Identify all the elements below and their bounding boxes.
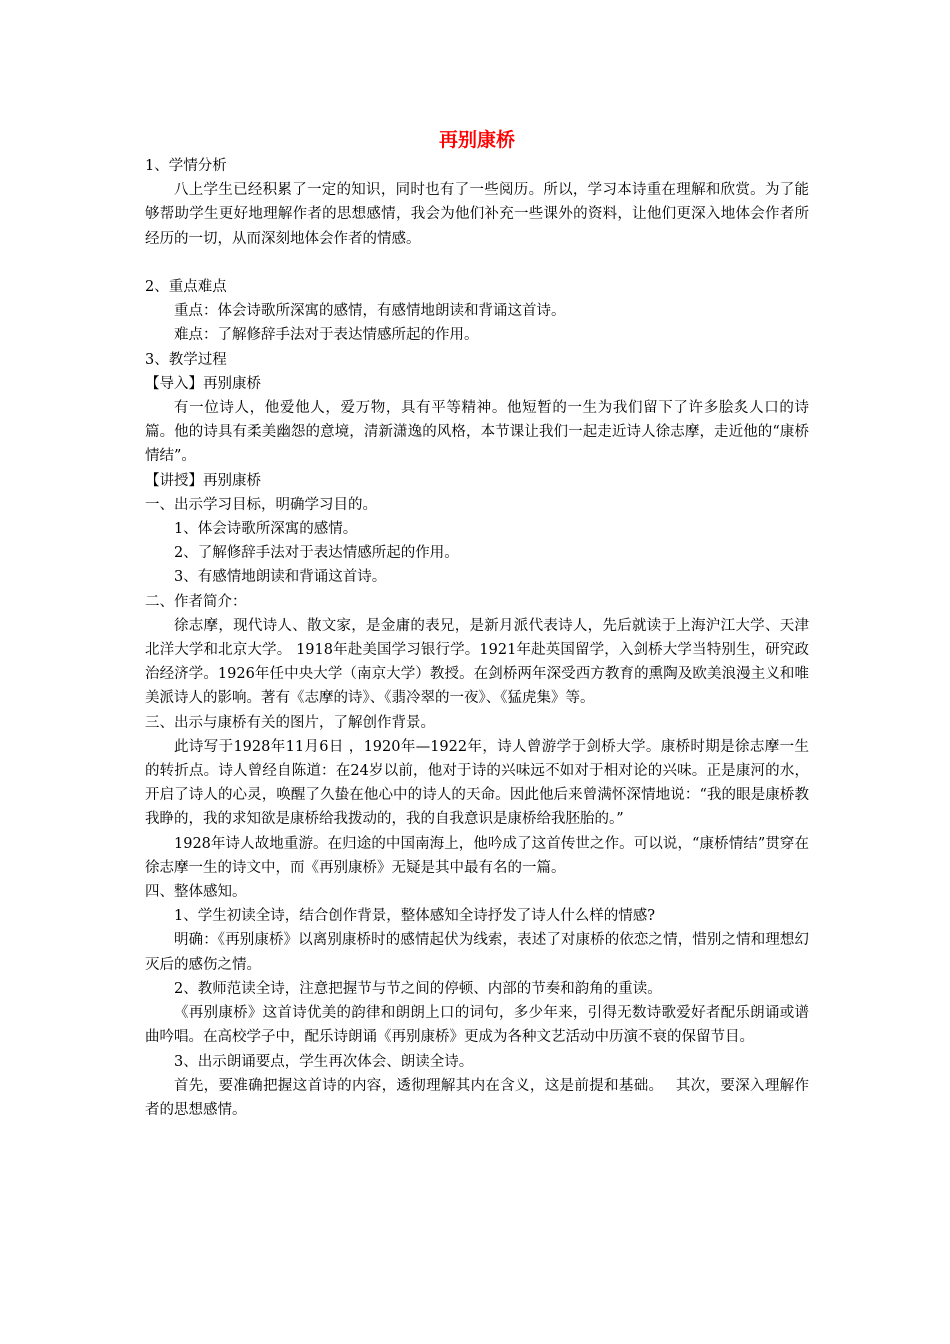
paragraph-learning-analysis: 八上学生已经积累了一定的知识，同时也有了一些阅历。所以，学习本诗重在理解和欣赏。为了能够帮助学生更好地理解作者的思想感情，我会为他们补充一些课外的资料，让他们更深入地体会作者所经历的一切，从而深刻地体会作者的情感。 [145,182,809,247]
document-title: 再别康桥 [438,129,515,151]
paragraph-overall-step-2: 2、教师范读全诗，注意把握节与节之间的停顿、内部的节奏和韵角的重读。 [174,980,662,997]
paragraph-background-2: 1928年诗人故地重游。在归途的中国南海上，他吟成了这首传世之作。可以说，“康桥情结”贯穿在徐志摩一生的诗文中，而《再别康桥》无疑是其中最有名的一篇。 [145,835,809,876]
section-heading-teaching-process: 3、教学过程 [145,351,227,368]
paragraph-key-point: 重点：体会诗歌所深寓的感情，有感情地朗读和背诵这首诗。 [174,303,566,320]
paragraph-reading-points: 首先，要准确把握这首诗的内容，透彻理解其内在含义，这是前提和基础。 其次，要深入理解作者的思想感情。 [145,1077,809,1118]
paragraph-author: 徐志摩，现代诗人、散文家，是金庸的表兄，是新月派代表诗人，先后就读于上海沪江大学、天津北洋大学和北京大学。 1918年赴美国学习银行学。1921年赴英国留学，入剑桥大学当特别生，研究政治经济学。1926年任中央大学（南京大学）教授。在剑桥两年深受西方教育的熏陶及欧美浪漫主义和唯美派诗人的影响。著有《志摩的诗》、《翡冷翠的一夜》、《猛虎集》等。 [145,617,809,707]
objective-item-2: 2、了解修辞手法对于表达情感所起的作用。 [174,545,459,562]
item-heading-author: 二、作者简介： [145,593,247,610]
item-heading-overall: 四、整体感知。 [145,884,247,901]
item-heading-background: 三、出示与康桥有关的图片，了解创作背景。 [145,714,435,731]
objective-item-3: 3、有感情地朗读和背诵这首诗。 [174,569,387,586]
paragraph-overall-step-3: 3、出示朗诵要点，学生再次体会、朗读全诗。 [174,1053,474,1070]
paragraph-background-1: 此诗写于1928年11月6日 ，1920年—1922年，诗人曾游学于剑桥大学。康桥时期是徐志摩一生的转折点。诗人曾经自陈道：在24岁以前，他对于诗的兴味远不如对于相对论的兴味。正是康河的水，开启了诗人的心灵，唤醒了久蛰在他心中的诗人的天命。因此他后来曾满怀深情地说：“我的眼是康桥教我睁的，我的求知欲是康桥给我拨动的，我的自我意识是康桥给我胚胎的。” [145,738,809,828]
paragraph-difficult-point: 难点：了解修辞手法对于表达情感所起的作用。 [174,327,479,344]
section-heading-learning-analysis: 1、学情分析 [145,158,227,174]
paragraph-overall-answer: 明确：《再别康桥》以离别康桥时的感情起伏为线索，表述了对康桥的依恋之情，惜别之情和理想幻灭后的感伤之情。 [145,932,809,973]
document-page [145,126,809,1122]
paragraph-overall-rhythm: 《再别康桥》这首诗优美的韵律和朗朗上口的词句，多少年来，引得无数诗歌爱好者配乐朗诵或谱曲吟唱。在高校学子中，配乐诗朗诵《再别康桥》更成为各种文艺活动中历演不衰的保留节目。 [145,1005,809,1046]
section-heading-key-points: 2、重点难点 [145,279,227,295]
objective-item-1: 1、体会诗歌所深寓的感情。 [174,521,358,538]
item-heading-objectives: 一、出示学习目标，明确学习目的。 [145,496,377,513]
paragraph-introduction: 有一位诗人，他爱他人，爱万物，具有平等精神。他短暂的一生为我们留下了许多脍炙人口的诗篇。他的诗具有柔美幽怨的意境，清新潇逸的风格，本节课让我们一起走近诗人徐志摩，走近他的“康桥情结”。 [145,400,809,465]
paragraph-overall-step-1: 1、学生初读全诗，结合创作背景，整体感知全诗抒发了诗人什么样的情感? [174,908,655,925]
subheading-lecture: 【讲授】再别康桥 [145,472,261,489]
subheading-introduction: 【导入】再别康桥 [145,375,261,392]
blank-line [145,251,809,275]
